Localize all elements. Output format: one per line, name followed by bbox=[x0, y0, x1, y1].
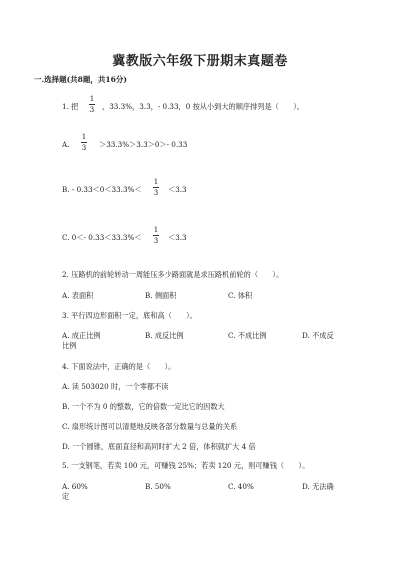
fraction-bar bbox=[153, 235, 159, 236]
q1-fraction bbox=[89, 95, 95, 114]
q5-option-b: B. 50% bbox=[145, 482, 171, 491]
q3-option-b: B. 成反比例 bbox=[145, 331, 184, 340]
q1-option-c-tail: ＜3.3 bbox=[168, 233, 187, 242]
fraction-numerator: 1 bbox=[153, 178, 159, 186]
q2-stem: 2. 压路机的前轮转动一周能压多少路面就是求压路机前轮的（ ）。 bbox=[62, 270, 284, 279]
q3-option-c: C. 不成比例 bbox=[228, 331, 267, 340]
q1-option-b-text: B. - 0.33＜0＜33.3%＜ bbox=[62, 185, 142, 194]
q1-option-a-fraction bbox=[81, 133, 87, 152]
fraction-bar bbox=[153, 187, 159, 188]
q1-option-c-text: C. 0＜- 0.33＜33.3%＜ bbox=[62, 233, 142, 242]
q3-option-d-wrap: 比例 bbox=[62, 341, 77, 350]
q2-option-a: A. 表面积 bbox=[62, 291, 94, 300]
q5-option-d-wrap: 定 bbox=[62, 492, 70, 501]
fraction-numerator: 1 bbox=[89, 95, 95, 103]
q2-option-b: B. 侧面积 bbox=[145, 291, 177, 300]
q4-option-a: A. 读 503020 时，一个零都不读 bbox=[62, 382, 169, 391]
fraction-numerator: 1 bbox=[81, 133, 87, 141]
q2-option-c: C. 体积 bbox=[228, 291, 253, 300]
q1-option-b-tail: ＜3.3 bbox=[168, 185, 187, 194]
fraction-denominator: 3 bbox=[153, 237, 159, 245]
fraction-bar bbox=[81, 142, 87, 143]
q5-stem: 5. 一支钢笔，若卖 100 元，可赚钱 25%；若卖 120 元，则可赚钱（ ）。 bbox=[62, 461, 310, 470]
q3-option-a: A. 成正比例 bbox=[62, 331, 101, 340]
q3-option-d: D. 不成反 bbox=[302, 331, 334, 340]
q1-option-b-fraction bbox=[153, 178, 159, 197]
page-title: 冀教版六年级下册期末真题卷 bbox=[112, 54, 288, 69]
fraction-numerator: 1 bbox=[153, 226, 159, 234]
q4-option-d: D. 一个圆锥，底面直径和高同时扩大 2 倍，体积就扩大 4 倍 bbox=[62, 442, 256, 451]
q3-stem: 3. 平行四边形面积一定，底和高（ ）。 bbox=[62, 311, 197, 320]
q4-option-b: B. 一个不为 0 的整数，它的倍数一定比它的因数大 bbox=[62, 402, 225, 411]
q1-prefix: 1. 把 bbox=[62, 102, 79, 111]
q1-stem: ，33.3%，3.3，- 0.33，0 按从小到大的顺序排列是（ ）。 bbox=[102, 102, 304, 111]
q1-option-a-label: A. bbox=[62, 140, 70, 149]
fraction-denominator: 3 bbox=[89, 106, 95, 114]
fraction-denominator: 3 bbox=[153, 189, 159, 197]
q5-option-a: A. 60% bbox=[62, 482, 88, 491]
q4-stem: 4. 下面说法中，正确的是（ ）。 bbox=[62, 362, 176, 371]
fraction-denominator: 3 bbox=[81, 144, 87, 152]
section-heading: 一.选择题(共8题，共16分) bbox=[34, 75, 127, 84]
q5-option-c: C. 40% bbox=[228, 482, 254, 491]
fraction-bar bbox=[89, 104, 95, 105]
q5-option-d: D. 无法确 bbox=[302, 482, 334, 491]
q1-option-a-text: ＞33.3%＞3.3＞0＞- 0.33 bbox=[99, 140, 188, 149]
q4-option-c: C. 扇形统计图可以清楚地反映各部分数量与总量的关系 bbox=[62, 422, 238, 431]
q1-option-c-fraction bbox=[153, 226, 159, 245]
